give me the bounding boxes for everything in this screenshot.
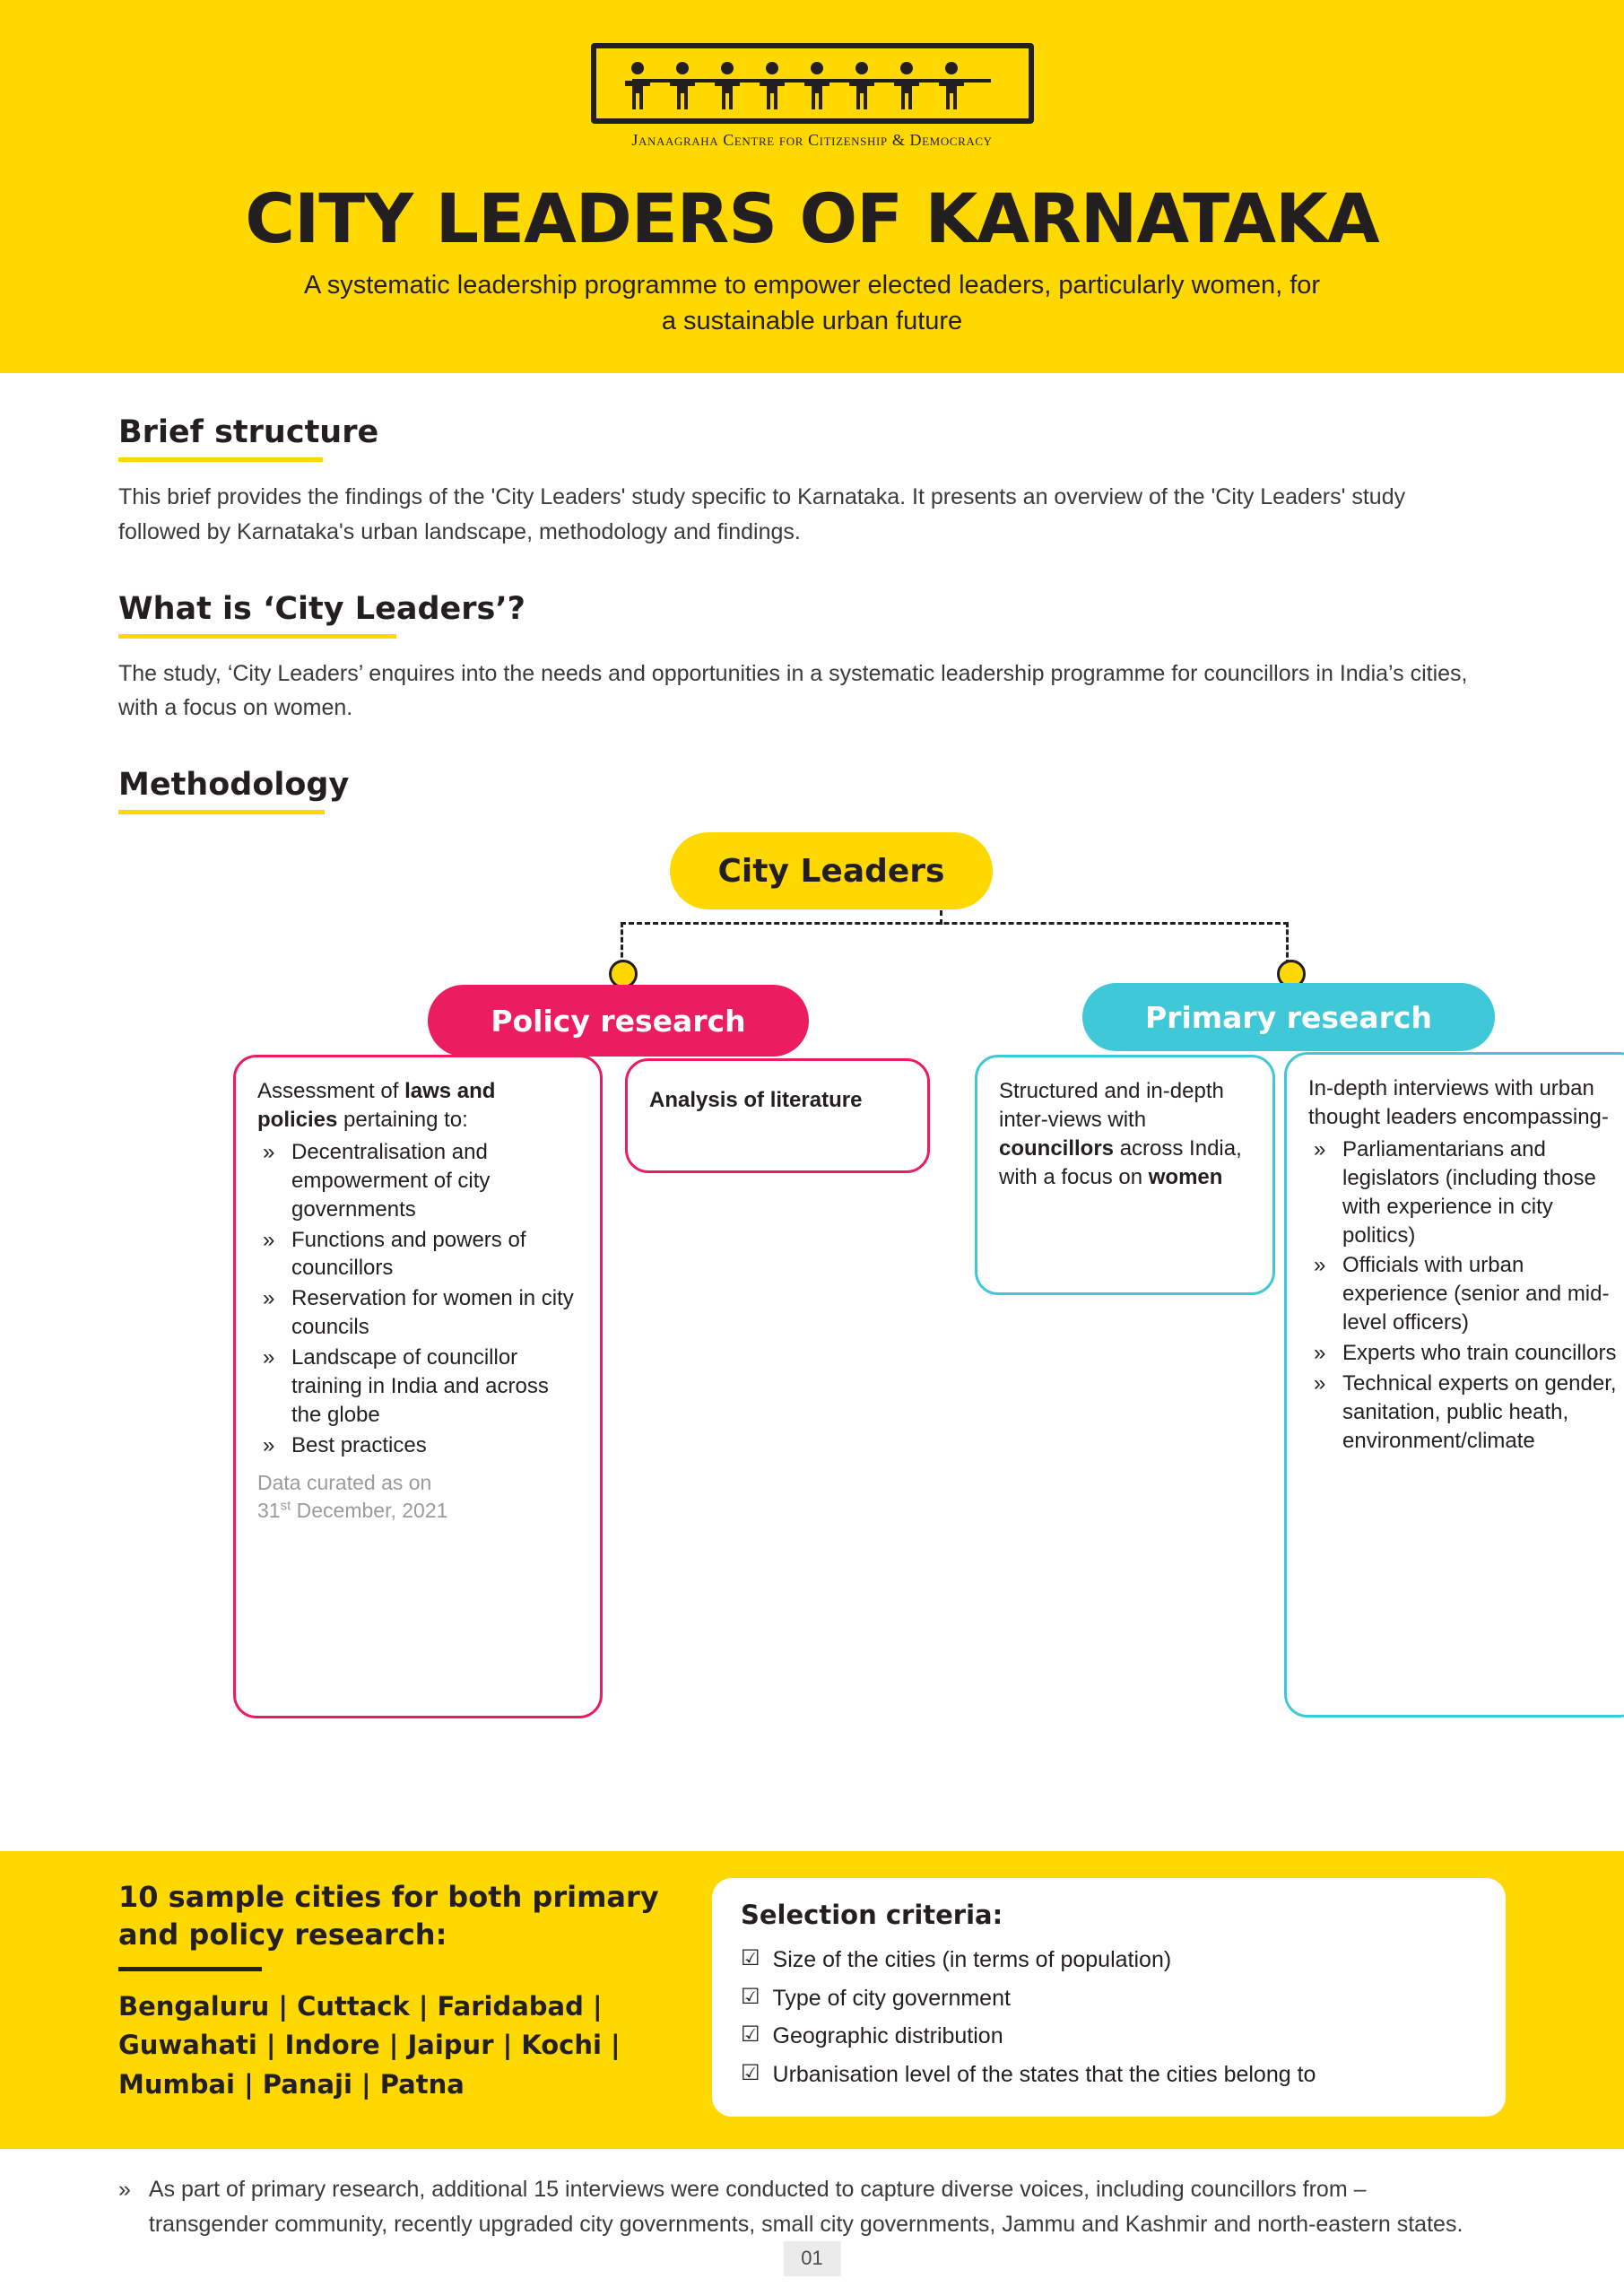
- heading-underline: [118, 810, 325, 814]
- page-subtitle: A systematic leadership programme to empower elected leaders, particularly women, for a sustainable urban future: [303, 271, 1321, 336]
- heading-underline: [118, 634, 396, 639]
- logo-box: [591, 43, 1034, 124]
- card-struct-part2: across India, with a focus on: [999, 1135, 1242, 1189]
- list-item: » Officials with urban experience (senior and mid-level officers): [1308, 1251, 1620, 1337]
- logo-caption: Janaagraha Centre for Citizenship & Democracy: [631, 131, 993, 149]
- what-is-text: The study, ‘City Leaders’ enquires into the needs and opportunities in a systematic leadership programme for councillors in India’s cities, with a focus on women.: [118, 660, 1468, 721]
- section-brief-structure: [118, 414, 1506, 550]
- card-policy-data-note: [257, 1469, 580, 1525]
- cities-line-2: Guwahati | Indore | Jaipur | Kochi |: [118, 2030, 621, 2060]
- data-note-date: December, 2021: [291, 1498, 448, 1522]
- data-note-day: 31: [257, 1498, 281, 1522]
- card-struct-bold1: councillors: [999, 1135, 1115, 1161]
- node-primary-research: Primary research: [1082, 983, 1495, 1051]
- criteria-label: Type of city government: [772, 1985, 1011, 2011]
- list-item: » Functions and powers of councillors: [257, 1226, 580, 1283]
- data-note-line2: [257, 1497, 580, 1525]
- people-chain-icon: [620, 57, 1005, 113]
- card-indepth-list: [1308, 1135, 1620, 1456]
- connector-line: [621, 922, 1289, 965]
- what-is-heading: What is ‘City Leaders’?: [118, 590, 525, 627]
- page-title: CITY LEADERS OF KARNATAKA: [245, 178, 1379, 258]
- connector-stub: [940, 910, 942, 925]
- card-analysis-of-literature: [625, 1058, 930, 1173]
- section-what-is-city-leaders: [118, 591, 1506, 726]
- brief-structure-text: This brief provides the findings of the 'City Leaders' study specific to Karnataka. It presents an overview of the 'City Leaders' study followed by Karnataka's urban landscape, methodology and findings.: [118, 484, 1406, 544]
- sample-cities-list: [118, 1987, 674, 2105]
- node-city-leaders: City Leaders: [670, 832, 993, 909]
- criteria-item: [741, 2056, 1479, 2094]
- data-note-suffix: st: [280, 1498, 291, 1514]
- card-struct-part1: Structured and in-depth inter-views with: [999, 1079, 1224, 1132]
- cities-line-1: Bengaluru | Cuttack | Faridabad |: [118, 1990, 603, 2022]
- page-header: [0, 0, 1624, 373]
- card-struct-bold2: women: [1148, 1164, 1223, 1189]
- list-item: » Landscape of councillor training in India and across the globe: [257, 1344, 580, 1430]
- selection-criteria-card: [712, 1878, 1506, 2117]
- card-policy-list: [257, 1138, 580, 1460]
- card-policy-research: [233, 1055, 603, 1718]
- criteria-label: Urbanisation level of the states that the cities belong to: [772, 2061, 1316, 2087]
- brief-structure-heading: Brief structure: [118, 414, 379, 451]
- card-policy-lead-bold: laws and policies: [257, 1079, 496, 1132]
- checkbox-icon: ☑: [741, 1946, 760, 1971]
- card-indepth-interviews: [1284, 1052, 1624, 1718]
- sample-cities-title: 10 sample cities for both primary and policy research:: [118, 1880, 659, 1952]
- methodology-diagram: [118, 823, 1617, 1837]
- list-item: » Experts who train councillors: [1308, 1339, 1620, 1368]
- checkbox-icon: ☑: [741, 2022, 760, 2048]
- card-structured-interviews: [975, 1055, 1275, 1295]
- section-methodology: [118, 767, 1617, 1837]
- card-indepth-lead: In-depth interviews with urban thought leaders encompassing-: [1308, 1076, 1609, 1129]
- criteria-item: [741, 1979, 1479, 2018]
- footnote: [0, 2149, 1624, 2242]
- list-item: » Decentralisation and empowerment of city governments: [257, 1138, 580, 1224]
- node-policy-research: Policy research: [428, 985, 809, 1057]
- methodology-heading: Methodology: [118, 767, 350, 804]
- checkbox-icon: ☑: [741, 2060, 760, 2085]
- card-literature-text: Analysis of literature: [649, 1088, 863, 1113]
- footnote-text: As part of primary research, additional 15 interviews were conducted to capture diverse voices, including councillors from – transgender community, recently upgraded city governments, small city governments, Jammu and Kashmir and north-eastern states.: [148, 2177, 1463, 2237]
- selection-criteria-title: Selection criteria:: [741, 1900, 1003, 1931]
- document-body: [0, 414, 1624, 1837]
- criteria-item: [741, 1941, 1479, 1979]
- logo: [591, 43, 1034, 150]
- criteria-item: [741, 2017, 1479, 2056]
- cities-line-3: Mumbai | Panaji | Patna: [118, 2068, 465, 2100]
- footnote-bullet-icon: »: [118, 2177, 131, 2203]
- card-policy-lead: [257, 1077, 580, 1135]
- band-rule: [118, 1967, 262, 1971]
- sample-cities-band: [0, 1851, 1624, 2149]
- list-item: » Best practices: [257, 1431, 580, 1460]
- card-policy-lead-a: Assessment of: [257, 1079, 405, 1104]
- list-item: » Technical experts on gender, sanitation, public heath, environment/climate: [1308, 1370, 1620, 1456]
- card-policy-lead-c: pertaining to:: [337, 1107, 468, 1132]
- list-item: » Reservation for women in city councils: [257, 1284, 580, 1342]
- list-item: » Parliamentarians and legislators (including those with experience in city politics): [1308, 1135, 1620, 1250]
- sample-cities-block: [118, 1878, 674, 2104]
- heading-underline: [118, 457, 323, 462]
- data-note-line1: Data curated as on: [257, 1470, 432, 1494]
- criteria-label: Geographic distribution: [772, 2023, 1003, 2049]
- criteria-label: Size of the cities (in terms of population): [772, 1947, 1172, 1973]
- checkbox-icon: ☑: [741, 1984, 760, 2009]
- page-number: 01: [783, 2241, 840, 2276]
